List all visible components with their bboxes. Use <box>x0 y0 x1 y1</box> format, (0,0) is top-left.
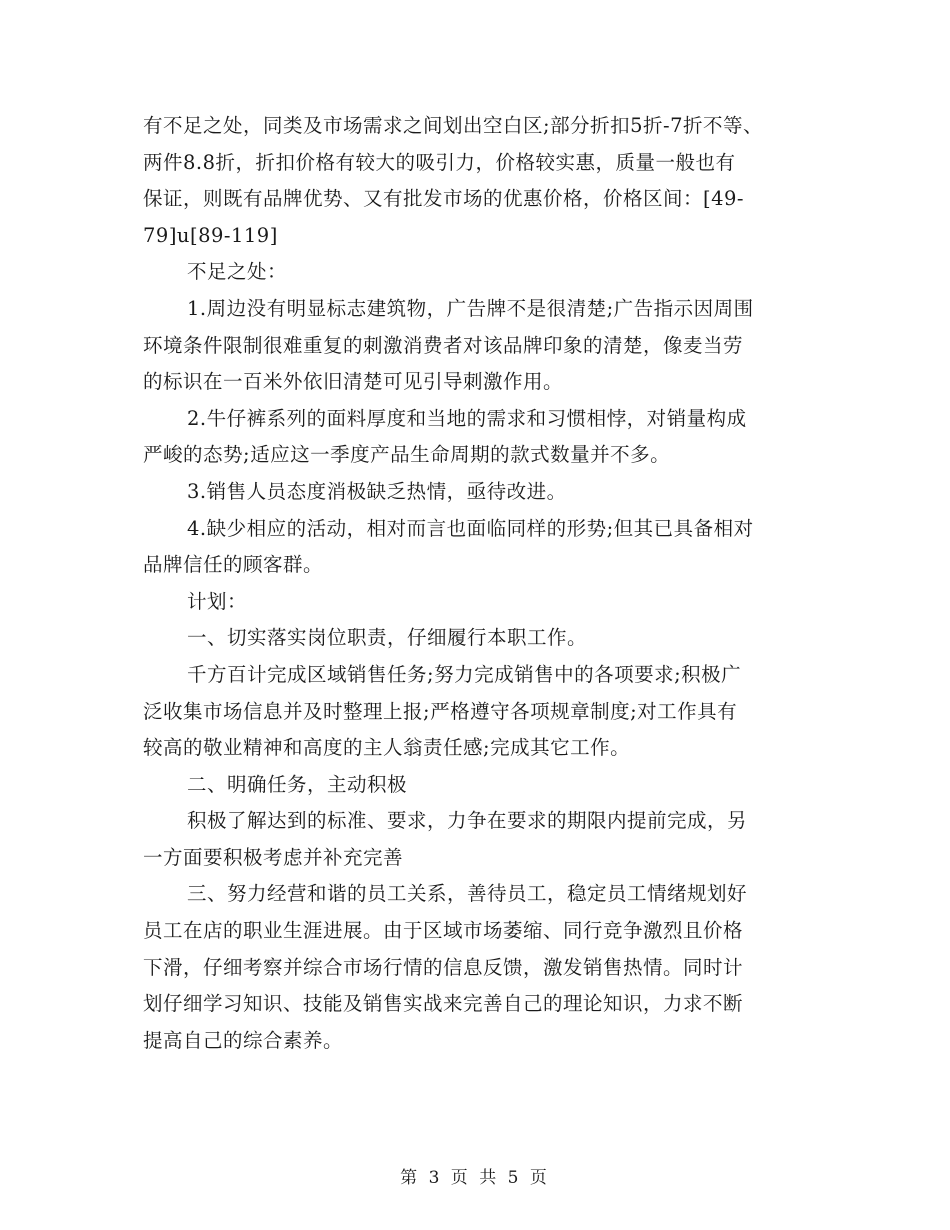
text-line: 两件8.8折，折扣价格有较大的吸引力，价格较实惠，质量一般也有 <box>143 150 736 174</box>
text-line: 三、努力经营和谐的员工关系，善待员工，稳定员工情绪规划好 <box>187 882 748 906</box>
text-line: 严峻的态势;适应这一季度产品生命周期的款式数量并不多。 <box>143 443 671 467</box>
text-line: 环境条件限制很难重复的刺激消费者对该品牌印象的清楚，像麦当劳 <box>143 333 744 357</box>
text-line: 2.牛仔裤系列的面料厚度和当地的需求和习惯相悖，对销量构成 <box>187 406 747 430</box>
text-line: 下滑，仔细考察并综合市场行情的信息反馈，激发销售热情。同时计 <box>143 955 744 979</box>
document-body <box>143 108 808 1059</box>
text-line: 有不足之处，同类及市场需求之间划出空白区;部分折扣5折-7折不等、 <box>143 114 763 137</box>
text-line: 3.销售人员态度消极缺乏热情，亟待改进。 <box>187 479 567 503</box>
text-line: 较高的敬业精神和高度的主人翁责任感;完成其它工作。 <box>143 736 631 760</box>
text-line: 一、切实落实岗位职责，仔细履行本职工作。 <box>187 626 588 650</box>
text-line: 划仔细学习知识、技能及销售实战来完善自己的理论知识，力求不断 <box>143 992 744 1016</box>
text-line: 二、明确任务，主动积极 <box>187 772 408 796</box>
text-line: 品牌信任的顾客群。 <box>143 553 324 577</box>
text-line: 千方百计完成区域销售任务;努力完成销售中的各项要求;积极广 <box>187 662 742 686</box>
text-line: 一方面要积极考虑并补充完善 <box>143 845 404 869</box>
text-line: 员工在店的职业生涯进展。由于区域市场萎缩、同行竞争激烈且价格 <box>143 919 744 943</box>
text-line: 提高自己的综合素养。 <box>143 1028 344 1052</box>
text-line: 不足之处： <box>187 260 288 284</box>
text-line: 79]u[89-119] <box>143 223 278 247</box>
text-line: 保证，则既有品牌优势、又有批发市场的优惠价格，价格区间：[49- <box>143 187 745 211</box>
text-line: 1.周边没有明显标志建筑物，广告牌不是很清楚;广告指示因周围 <box>187 296 754 320</box>
text-line: 积极了解达到的标准、要求，力争在要求的期限内提前完成，另 <box>187 809 748 833</box>
page-footer: 第 3 页 共 5 页 <box>400 1168 550 1188</box>
text-line: 计划： <box>187 589 248 613</box>
text-line: 4.缺少相应的活动，相对而言也面临同样的形势;但其已具备相对 <box>187 516 754 540</box>
text-line: 的标识在一百米外依旧清楚可见引导刺激作用。 <box>143 370 564 394</box>
text-line: 泛收集市场信息并及时整理上报;严格遵守各项规章制度;对工作具有 <box>143 699 738 723</box>
